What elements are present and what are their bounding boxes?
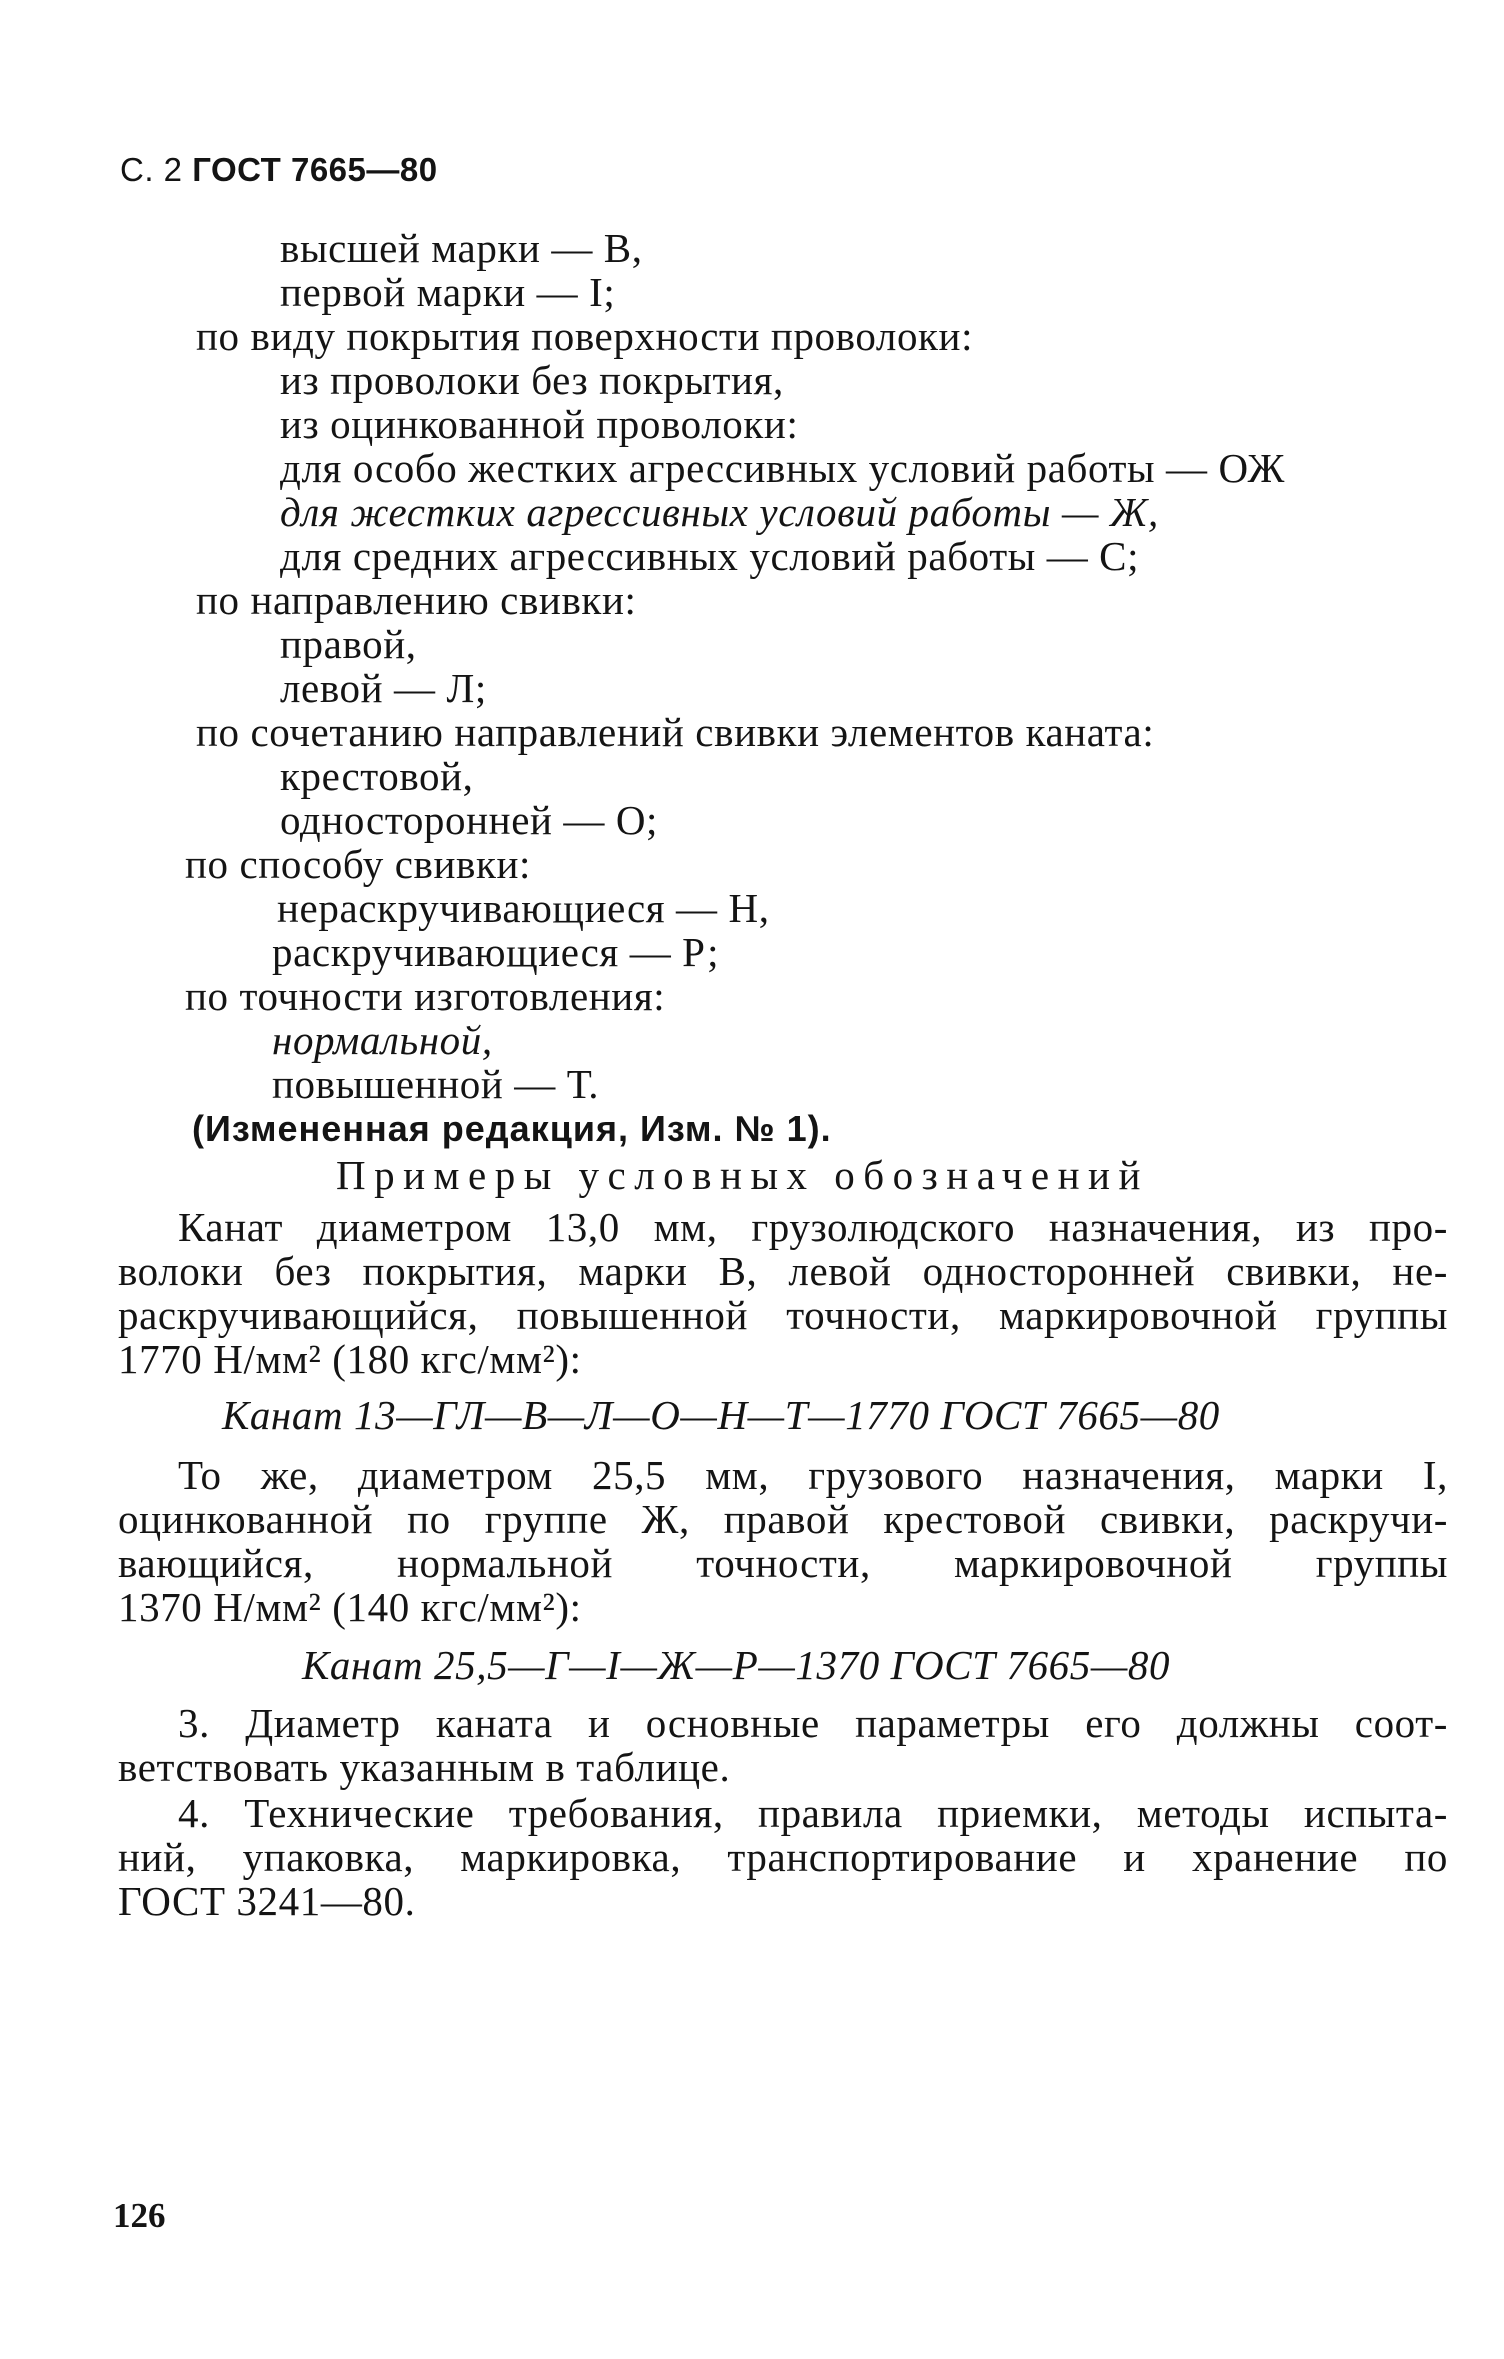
list-line-cross-lay: крестовой, <box>280 753 474 799</box>
example-2-line-3: вающийся, нормальной точности, маркировочной группы <box>118 1540 1448 1586</box>
page-header <box>120 150 438 190</box>
list-line-normal-accuracy: нормальной, <box>272 1017 493 1063</box>
clause-3-line-1: 3. Диаметр каната и основные параметры его должны соот- <box>178 1700 1448 1746</box>
standard-number: ГОСТ 7665—80 <box>192 151 438 188</box>
list-line-lay-method-heading: по способу свивки: <box>185 841 532 887</box>
example-1-line-4: 1770 Н/мм² (180 кгс/мм²): <box>118 1336 582 1382</box>
list-line-brand-first: первой марки — I; <box>280 269 616 315</box>
clause-4-line-3: ГОСТ 3241—80. <box>118 1878 416 1924</box>
clause-3-line-2: ветствовать указанным в таблице. <box>118 1744 731 1790</box>
example-1-line-3: раскручивающийся, повышенной точности, маркировочной группы <box>118 1292 1448 1338</box>
list-line-non-spinning: нераскручивающиеся — Н, <box>277 885 770 931</box>
list-line-harsh: для жестких агрессивных условий работы — Ж, <box>280 489 1159 535</box>
list-line-accuracy-heading: по точности изготовления: <box>185 973 666 1019</box>
example-2-line-2: оцинкованной по группе Ж, правой крестовой свивки, раскручи- <box>118 1496 1448 1542</box>
list-line-brand-highest: высшей марки — В, <box>280 225 643 271</box>
clause-4-line-1: 4. Технические требования, правила приемки, методы испыта- <box>178 1790 1448 1836</box>
clause-4-line-2: ний, упаковка, маркировка, транспортирование и хранение по <box>118 1834 1448 1880</box>
list-line-lang-lay: односторонней — О; <box>280 797 659 843</box>
example-1-line-1: Канат диаметром 13,0 мм, грузолюдского назначения, из про- <box>178 1204 1448 1250</box>
list-line-medium: для средних агрессивных условий работы — С; <box>280 533 1140 579</box>
example-1-line-2: волоки без покрытия, марки В, левой односторонней свивки, не- <box>118 1248 1448 1294</box>
list-line-left-lay: левой — Л; <box>280 665 487 711</box>
examples-heading: Примеры условных обозначений <box>336 1152 1149 1198</box>
example-2-line-4: 1370 Н/мм² (140 кгс/мм²): <box>118 1584 582 1630</box>
example-1-designation: Канат 13—ГЛ—В—Л—О—Н—Т—1770 ГОСТ 7665—80 <box>222 1392 1220 1438</box>
list-line-spinning: раскручивающиеся — Р; <box>272 929 720 975</box>
list-line-lay-combination-heading: по сочетанию направлений свивки элементов каната: <box>196 709 1155 755</box>
example-2-designation: Канат 25,5—Г—I—Ж—Р—1370 ГОСТ 7665—80 <box>302 1642 1171 1688</box>
list-line-lay-direction-heading: по направлению свивки: <box>196 577 637 623</box>
revision-note: (Измененная редакция, Изм. № 1). <box>192 1108 832 1149</box>
list-line-high-accuracy: повышенной — Т. <box>272 1061 600 1107</box>
page-number: 126 <box>113 2196 166 2235</box>
list-line-right-lay: правой, <box>280 621 417 667</box>
example-2-line-1: То же, диаметром 25,5 мм, грузового назначения, марки I, <box>178 1452 1448 1498</box>
list-line-extra-harsh: для особо жестких агрессивных условий работы — ОЖ <box>280 445 1286 491</box>
list-line-galvanized: из оцинкованной проволоки: <box>280 401 799 447</box>
page-label: С. 2 <box>120 151 183 188</box>
list-line-uncoated: из проволоки без покрытия, <box>280 357 784 403</box>
list-line-coating-heading: по виду покрытия поверхности проволоки: <box>196 313 974 359</box>
